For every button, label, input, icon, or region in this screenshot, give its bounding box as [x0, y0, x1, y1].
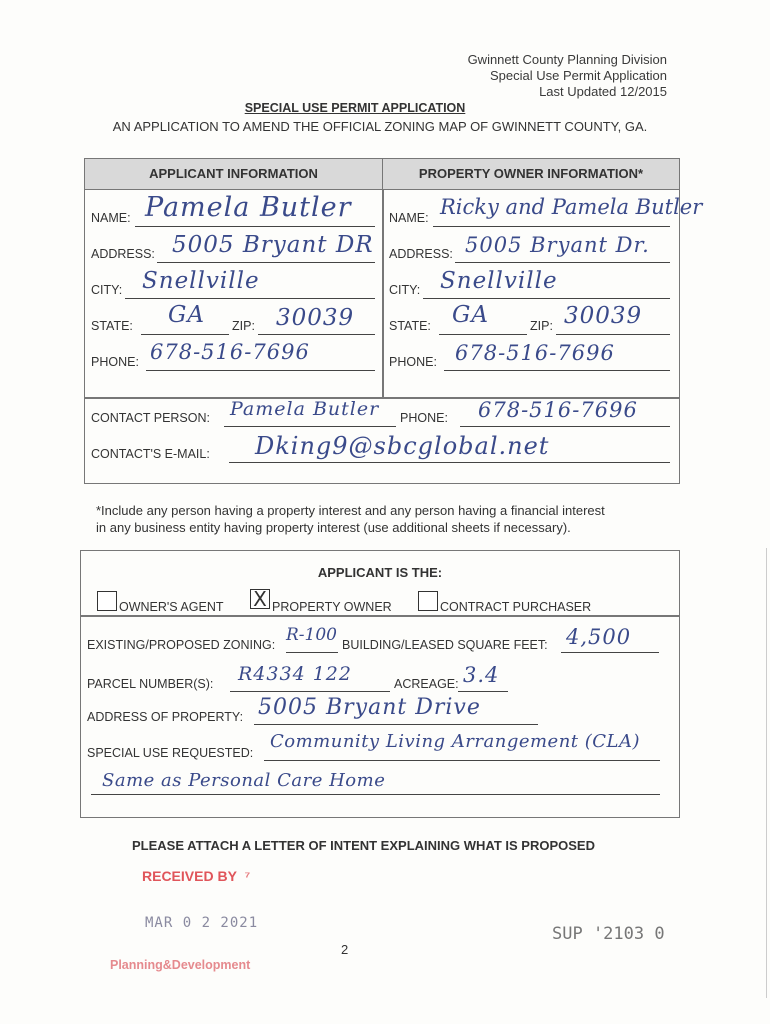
applicant-city-field[interactable]: Snellville — [142, 268, 260, 294]
owners-agent-checkbox[interactable] — [97, 591, 117, 611]
owner-city-line — [423, 298, 670, 299]
property-address-field[interactable]: 5005 Bryant Drive — [258, 695, 481, 720]
acreage-field[interactable]: 3.4 — [463, 663, 500, 687]
footnote-line-2: in any business entity having property interest (use additional sheets if necessary). — [96, 520, 571, 535]
sqft-line — [561, 652, 659, 653]
received-stamp: RECEIVED BY ⁷ — [142, 868, 251, 884]
contact-phone-line — [460, 426, 670, 427]
applicant-city-line — [125, 298, 375, 299]
received-stamp-text: RECEIVED BY — [142, 868, 237, 884]
page-number: 2 — [341, 942, 349, 957]
owners-agent-label: OWNER'S AGENT — [119, 600, 224, 614]
special-use-line-1 — [264, 760, 660, 761]
applicant-state-label: STATE: — [91, 319, 133, 333]
owner-phone-label: PHONE: — [389, 355, 437, 369]
ownership-footnote — [96, 502, 605, 536]
document-header — [468, 52, 667, 100]
contact-person-field[interactable]: Pamela Butler — [230, 398, 380, 420]
acreage-line — [458, 691, 508, 692]
owner-name-field[interactable]: Ricky and Pamela Butler — [440, 195, 703, 219]
applicant-phone-label: PHONE: — [91, 355, 139, 369]
parcel-field[interactable]: R4334 122 — [238, 663, 352, 685]
attach-letter-note: PLEASE ATTACH A LETTER OF INTENT EXPLAINING WHAT IS PROPOSED — [132, 838, 595, 853]
zoning-field[interactable]: R-100 — [286, 625, 337, 645]
applicant-zip-line — [258, 334, 375, 335]
owner-zip-line — [556, 334, 670, 335]
property-address-label: ADDRESS OF PROPERTY: — [87, 710, 244, 724]
owner-city-label: CITY: — [389, 283, 421, 297]
org-name: Gwinnett County Planning Division — [467, 52, 667, 67]
contact-email-field[interactable]: Dking9@sbcglobal.net — [255, 432, 550, 460]
special-use-line-2 — [91, 794, 660, 795]
sqft-label: BUILDING/LEASED SQUARE FEET: — [342, 638, 548, 652]
page-title: SPECIAL USE PERMIT APPLICATION — [244, 101, 466, 115]
special-use-field-2[interactable]: Same as Personal Care Home — [102, 770, 386, 791]
received-date-stamp: MAR 0 2 2021 — [145, 915, 259, 931]
contact-phone-field[interactable]: 678-516-7696 — [478, 398, 638, 422]
applicant-address-line — [157, 262, 375, 263]
property-address-line — [254, 724, 538, 725]
parcel-line — [230, 691, 390, 692]
applicant-name-label: NAME: — [91, 211, 131, 225]
property-owner-checkbox[interactable]: X — [250, 589, 270, 609]
owner-name-line — [433, 226, 670, 227]
case-number-stamp: SUP '2103 0 — [552, 924, 665, 944]
owner-city-field[interactable]: Snellville — [440, 268, 558, 294]
owner-state-line — [439, 334, 527, 335]
owner-address-label: ADDRESS: — [389, 247, 453, 261]
owner-zip-label: ZIP: — [530, 319, 553, 333]
applicant-name-line — [135, 226, 375, 227]
property-table-divider — [81, 615, 679, 617]
applicant-info-heading: APPLICANT INFORMATION — [85, 159, 383, 190]
contract-purchaser-label: CONTRACT PURCHASER — [440, 600, 592, 614]
owner-state-field[interactable]: GA — [452, 302, 489, 328]
applicant-phone-field[interactable]: 678-516-7696 — [150, 340, 310, 364]
owner-address-line — [455, 262, 670, 263]
last-updated: Last Updated 12/2015 — [539, 84, 667, 99]
owner-name-label: NAME: — [389, 211, 429, 225]
footnote-line-1: *Include any person having a property interest and any person having a financial interest — [96, 503, 605, 518]
applicant-city-label: CITY: — [91, 283, 123, 297]
page-subtitle: AN APPLICATION TO AMEND THE OFFICIAL ZONING MAP OF GWINNETT COUNTY, GA. — [112, 119, 648, 134]
applicant-address-field[interactable]: 5005 Bryant DR — [172, 232, 374, 258]
acreage-label: ACREAGE: — [394, 677, 459, 691]
applicant-zip-label: ZIP: — [232, 319, 255, 333]
parcel-label: PARCEL NUMBER(S): — [87, 677, 214, 691]
department-stamp: Planning&Development — [110, 958, 251, 972]
scan-edge-line — [766, 548, 767, 998]
special-use-label: SPECIAL USE REQUESTED: — [87, 746, 254, 760]
property-owner-label: PROPERTY OWNER — [272, 600, 392, 614]
applicant-phone-line — [146, 370, 375, 371]
contact-person-label: CONTACT PERSON: — [91, 411, 210, 425]
column-divider — [382, 189, 384, 397]
zoning-line — [286, 652, 338, 653]
owner-info-heading: PROPERTY OWNER INFORMATION* — [383, 159, 679, 190]
form-name: Special Use Permit Application — [489, 68, 667, 83]
applicant-is-heading: APPLICANT IS THE: — [317, 565, 443, 580]
zoning-label: EXISTING/PROPOSED ZONING: — [87, 638, 276, 652]
sqft-field[interactable]: 4,500 — [566, 625, 632, 649]
applicant-state-line — [141, 334, 229, 335]
owner-state-label: STATE: — [389, 319, 431, 333]
contact-person-line — [224, 426, 396, 427]
applicant-zip-field[interactable]: 30039 — [276, 305, 355, 331]
owner-phone-field[interactable]: 678-516-7696 — [455, 341, 615, 365]
contact-email-label: CONTACT'S E-MAIL: — [91, 447, 210, 461]
applicant-name-field[interactable]: Pamela Butler — [145, 192, 352, 223]
special-use-field-1[interactable]: Community Living Arrangement (CLA) — [270, 731, 641, 752]
contact-phone-label: PHONE: — [400, 411, 448, 425]
applicant-state-field[interactable]: GA — [168, 302, 205, 328]
owner-phone-line — [444, 370, 670, 371]
owner-address-field[interactable]: 5005 Bryant Dr. — [465, 233, 650, 257]
applicant-address-label: ADDRESS: — [91, 247, 155, 261]
contact-email-line — [229, 462, 670, 463]
contract-purchaser-checkbox[interactable] — [418, 591, 438, 611]
owner-zip-field[interactable]: 30039 — [564, 303, 643, 329]
